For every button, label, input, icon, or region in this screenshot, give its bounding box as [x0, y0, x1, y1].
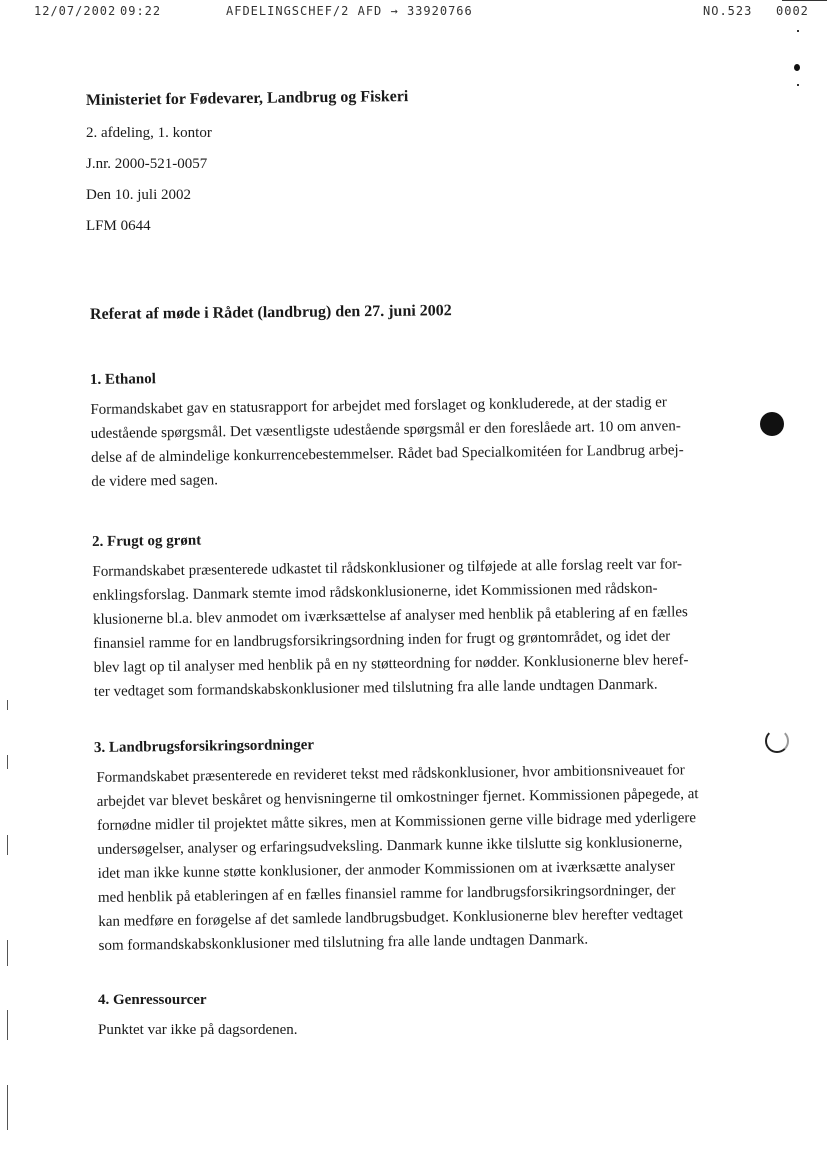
section-line: klusionerne bl.a. blev anmodet om iværksættelse af analyser med henblik på etablering af en fælles [92, 604, 688, 628]
section-line: enklingsforslag. Danmark stemte imod rådskonklusionerne, idet Kommissionen med rådskon- [92, 580, 658, 604]
scan-speck [797, 84, 799, 86]
section-line: fornødne midler til projektet måtte sikres, men at Kommissionen gerne ville bidrage med yderligere [96, 810, 697, 834]
section-line: Formandskabet præsenterede en revideret tekst med rådskonklusioner, hvor ambitionsniveauet for [96, 762, 685, 786]
margin-mark [7, 700, 8, 710]
section-line: arbejdet var blevet beskåret og henvisningerne til omkostninger fjernet. Kommissionen påpegede, at [96, 786, 699, 810]
section-line: finansiel ramme for en landbrugsforsikringsordning inden for frugt og grøntområdet, og idet der [93, 628, 671, 652]
margin-mark [7, 755, 8, 769]
section-line: de videre med sagen. [91, 472, 219, 490]
page-title: Referat af møde i Rådet (landbrug) den 27. juni 2002 [89, 302, 452, 323]
margin-mark [7, 1010, 8, 1040]
section-line: blev lagt op til analyser med henblik på en ny støtteordning for nødder. Konklusionerne blev heref- [93, 652, 689, 676]
section-line: Punktet var ikke på dagsordenen. [98, 1022, 298, 1038]
department-line: 2. afdeling, 1. kontor [86, 125, 212, 141]
margin-mark [7, 835, 8, 855]
fax-sender: AFDELINGSCHEF/2 AFD → 33920766 [226, 4, 473, 18]
punch-hole-mark [760, 412, 784, 436]
section-heading: 4. Genressourcer [98, 992, 207, 1008]
ministry-name: Ministeriet for Fødevarer, Landbrug og Fiskeri [85, 88, 409, 109]
section-line: udestående spørgsmål. Det væsentligste udestående spørgsmål er den foreslåede art. 10 om anven- [90, 418, 681, 442]
fax-page: 0002 [776, 4, 809, 18]
scan-speck [794, 64, 800, 71]
section-line: Formandskabet gav en statusrapport for arbejdet med forslaget og konkluderede, at der stadig er [90, 394, 667, 418]
section-line: idet man ikke kunne støtte konklusioner, der anmoder Kommissionen om at iværksætte analyser [97, 858, 675, 882]
section-line: kan medføre en forøgelse af det samlede landbrugsbudget. Konklusionerne blev herefter vedtaget [98, 906, 684, 930]
fax-date: 12/07/2002 [34, 4, 117, 18]
section-heading: 1. Ethanol [89, 371, 156, 388]
section-line: Formandskabet præsenterede udkastet til rådskonklusioner og tilføjede at alle forslag reelt var for- [92, 556, 682, 580]
section-line: som formandskabskonklusioner med tilslutning fra alle lande undtagen Danmark. [98, 931, 589, 954]
margin-mark [7, 1085, 8, 1130]
letter-date: Den 10. juli 2002 [86, 187, 191, 203]
scan-speck [797, 30, 799, 32]
section-line: delse af de almindelige konkurrencebestemmelser. Rådet bad Specialkomitéen for Landbrug arbej- [90, 442, 684, 466]
section-line: undersøgelser, analyser og erfaringsudveksling. Danmark kunne ikke tilslutte sig konklusionerne, [97, 834, 683, 858]
section-line: ter vedtaget som formandskabskonklusioner med tilslutning fra alle lande undtagen Danmark. [93, 676, 658, 700]
punch-ring-mark [765, 729, 789, 753]
journal-number: J.nr. 2000-521-0057 [86, 156, 208, 172]
section-line: med henblik på etableringen af en fælles finansiel ramme for landbrugsforsikringsordninger, der [97, 882, 676, 906]
section-heading: 3. Landbrugsforsikringsordninger [93, 737, 315, 756]
fax-number: NO.523 [703, 4, 753, 18]
section-heading: 2. Frugt og grønt [91, 532, 202, 550]
reference-code: LFM 0644 [86, 218, 151, 234]
margin-mark [7, 940, 8, 966]
fax-time: 09:22 [120, 4, 162, 18]
